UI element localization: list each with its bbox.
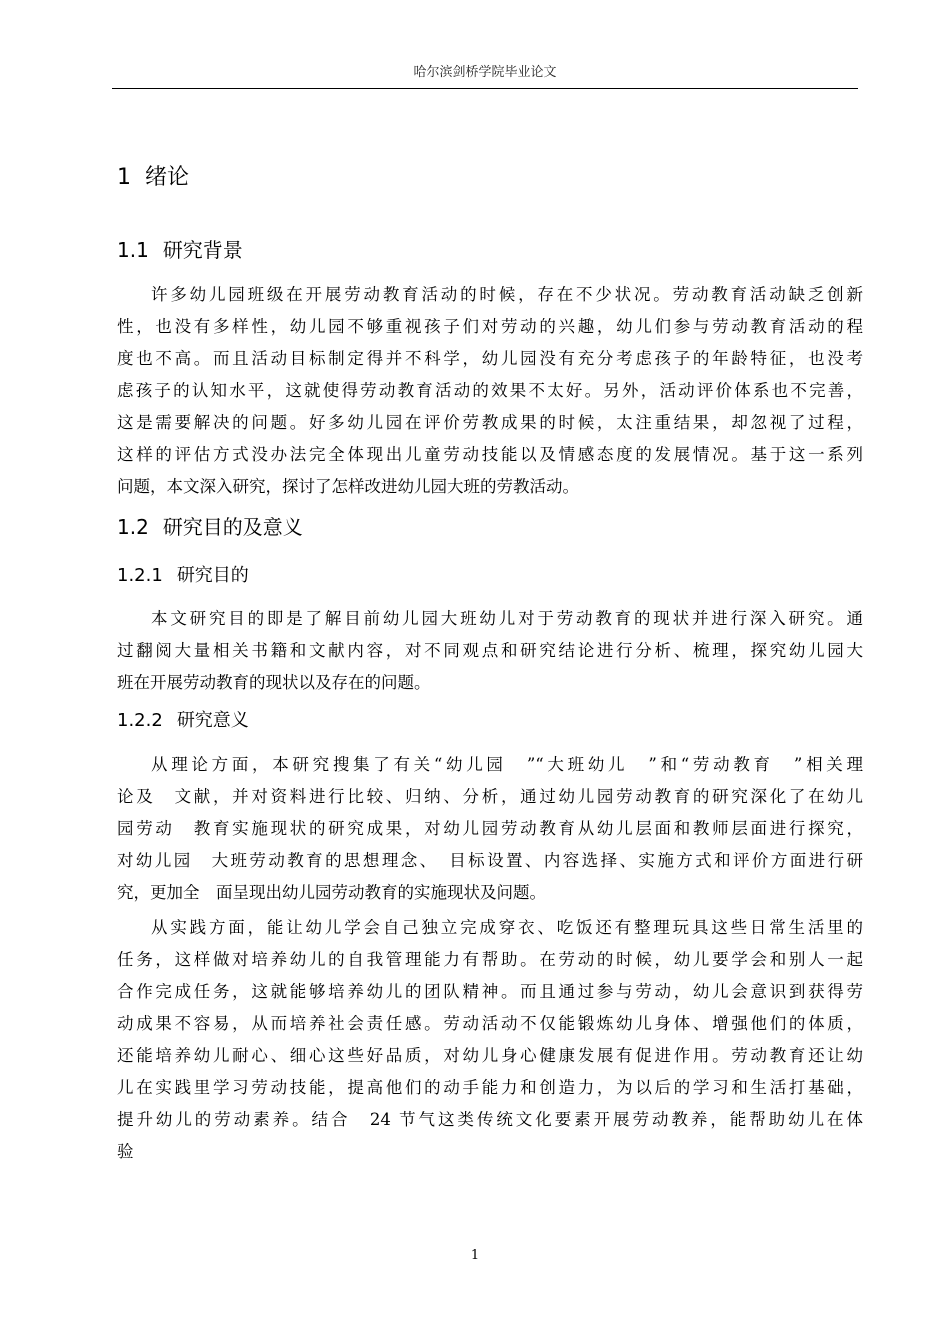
section-1-1-number: 1.1 — [117, 238, 149, 262]
section-1-2-1-heading — [117, 561, 249, 591]
text-line: 这样的评估方式没办法完全体现出儿童劳动技能以及情感态度的发展情况。基于这一系列 — [117, 445, 863, 464]
header-title: 哈尔滨剑桥学院毕业论文 — [413, 65, 557, 80]
page-header — [112, 58, 858, 89]
text-line: 还能培养幼儿耐心、细心这些好品质，对幼儿身心健康发展有促进作用。劳动教育还让幼 — [117, 1046, 863, 1065]
text-line: 论及 文献，并对资料进行比较、归纳、分析，通过幼儿园劳动教育的研究深化了在幼儿 — [117, 787, 863, 806]
chapter-number: 1 — [117, 165, 131, 190]
background-paragraph — [117, 279, 863, 503]
text-line: 动成果不容易，从而培养社会责任感。劳动活动不仅能锻炼幼儿身体、增强他们的体质， — [117, 1014, 863, 1033]
text-line: 提升幼儿的劳动素养。结合 24 节气这类传统文化要素开展劳动教养，能帮助幼儿在体 — [117, 1110, 863, 1129]
page-number: 1 — [470, 1248, 480, 1263]
text-line: 性，也没有多样性，幼儿园不够重视孩子们对劳动的兴趣，幼儿们参与劳动教育活动的程 — [117, 317, 863, 336]
text-line: 任务，这样做对培养幼儿的自我管理能力有帮助。在劳动的时候，幼儿要学会和别人一起 — [117, 950, 863, 969]
section-1-2-2-heading — [117, 706, 249, 736]
section-1-1-title: 研究背景 — [162, 238, 243, 262]
text-line: 究，更加全 面呈现出幼儿园劳动教育的实施现状及问题。 — [117, 883, 546, 902]
text-line: 许多幼儿园班级在开展劳动教育活动的时候，存在不少状况。劳动教育活动缺乏创新 — [151, 285, 863, 304]
text-line: 过翻阅大量相关书籍和文献内容，对不同观点和研究结论进行分析、梳理，探究幼儿园大 — [117, 641, 863, 660]
significance-theory-paragraph — [117, 749, 863, 909]
text-line: 从理论方面，本研究搜集了有关“幼儿园 ”“大班幼儿 ”和“劳动教育 ”相关理 — [151, 755, 863, 774]
section-1-2-title: 研究目的及意义 — [162, 515, 303, 539]
purpose-paragraph — [117, 603, 863, 699]
chapter-heading — [117, 160, 189, 196]
text-line: 虑孩子的认知水平，这就使得劳动教育活动的效果不太好。另外，活动评价体系也不完善， — [117, 381, 863, 400]
text-line: 对幼儿园 大班劳动教育的思想理念、 目标设置、内容选择、实施方式和评价方面进行研 — [117, 851, 863, 870]
text-line: 儿在实践里学习劳动技能，提高他们的动手能力和创造力，为以后的学习和生活打基础， — [117, 1078, 863, 1097]
text-line: 问题，本文深入研究，探讨了怎样改进幼儿园大班的劳教活动。 — [117, 477, 579, 496]
text-line: 度也不高。而且活动目标制定得并不科学，幼儿园没有充分考虑孩子的年龄特征，也没考 — [117, 349, 863, 368]
section-1-2-2-number: 1.2.2 — [117, 710, 163, 731]
text-line: 验 — [117, 1142, 134, 1161]
chapter-title: 绪论 — [145, 165, 190, 190]
text-line: 园劳动 教育实施现状的研究成果，对幼儿园劳动教育从幼儿层面和教师层面进行探究， — [117, 819, 863, 838]
text-line: 本文研究目的即是了解目前幼儿园大班幼儿对于劳动教育的现状并进行深入研究。通 — [151, 609, 863, 628]
text-line: 合作完成任务，这就能够培养幼儿的团队精神。而且通过参与劳动，幼儿会意识到获得劳 — [117, 982, 863, 1001]
significance-practice-paragraph — [117, 912, 863, 1168]
text-line: 班在开展劳动教育的现状以及存在的问题。 — [117, 673, 431, 692]
section-1-2-heading — [117, 511, 303, 543]
section-1-1-heading — [117, 234, 243, 266]
text-line: 从实践方面，能让幼儿学会自己独立完成穿衣、吃饭还有整理玩具这些日常生活里的 — [151, 918, 863, 937]
section-1-2-number: 1.2 — [117, 515, 149, 539]
section-1-2-1-title: 研究目的 — [176, 565, 249, 586]
section-1-2-1-number: 1.2.1 — [117, 565, 163, 586]
section-1-2-2-title: 研究意义 — [176, 710, 249, 731]
text-line: 这是需要解决的问题。好多幼儿园在评价劳教成果的时候，太注重结果，却忽视了过程， — [117, 413, 863, 432]
